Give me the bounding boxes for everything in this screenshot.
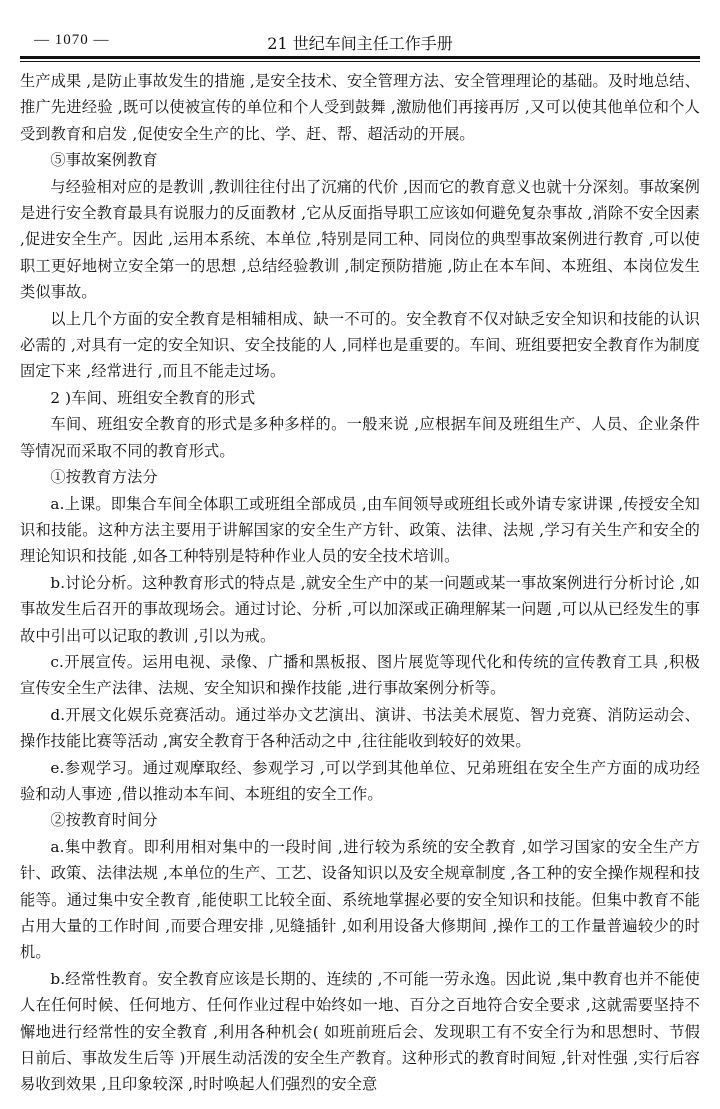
paragraph: d.开展文化娱乐竞赛活动。通过举办文艺演出、演讲、书法美术展览、智力竞赛、消防运动会、操作技能比赛等活动 ,寓安全教育于各种活动之中 ,往往能收到较好的效果。: [20, 705, 700, 751]
running-header: [20, 30, 700, 54]
paragraph: a.集中教育。即利用相对集中的一段时间 ,进行较为系统的安全教育 ,如学习国家的安全生产方针、政策、法律法规 ,本单位的生产、工艺、设备知识以及安全规章制度 ,各工种的安全操作规程和技能等。通过集中安全教育 ,能使职工比较全面、系统地掌握必要的安全知识和技能。但集中教育不能占用大量的工作时间 ,而要合理安排 ,见缝插针 ,如利用设备大修期间 ,操作工的工作量普遍较少的时机。: [20, 837, 700, 962]
paragraph: b.经常性教育。安全教育应该是长期的、连续的 ,不可能一劳永逸。因此说 ,集中教育也并不能使人在任何时候、任何地方、任何作业过程中始终如一地、百分之百地符合安全要求 ,这就需要坚持不懈地进行经常性的安全教育 ,利用各种机会( 如班前班后会、发现职工有不安全行为和思想时、节假日前后、事故发生后等 )开展生动活泼的安全生产教育。这种形式的教育时间短 ,针对性强 ,实行后容易收到效果 ,且印象较深 ,时时唤起人们强烈的安全意: [20, 969, 700, 1094]
body-text: [20, 68, 700, 1098]
paragraph: ②按教育时间分: [50, 811, 158, 830]
paragraph: b.讨论分析。这种教育形式的特点是 ,就安全生产中的某一问题或某一事故案例进行分析讨论 ,如事故发生后召开的事故现场会。通过讨论、分析 ,可以加深或正确理解某一问题 ,可以从已经发生的事故中引出可以记取的教训 ,引以为戒。: [20, 573, 700, 645]
paragraph: 生产成果 ,是防止事故发生的措施 ,是安全技术、安全管理方法、安全管理理论的基础。及时地总结、推广先进经验 ,既可以使被宣传的单位和个人受到鼓舞 ,激励他们再接再厉 ,又可以使其他单位和个人受到教育和启发 ,促使安全生产的比、学、赶、帮、超活动的开展。: [20, 72, 700, 143]
paragraph: ⑤事故案例教育: [50, 151, 158, 170]
paragraph: 2 )车间、班组安全教育的形式: [50, 388, 256, 407]
header-rule-thick: [20, 56, 700, 59]
paragraph: a.上课。即集合车间全体职工或班组全部成员 ,由车间领导或班组长或外请专家讲课 ,传授安全知识和技能。这种方法主要用于讲解国家的安全生产方针、政策、法律、法规 ,学习有关生产和安全的理论知识和技能 ,如各工种特别是特种作业人员的安全技术培训。: [20, 494, 700, 566]
paragraph: 与经验相对应的是教训 ,教训往往付出了沉痛的代价 ,因而它的教育意义也就十分深刻。事故案例是进行安全教育最具有说服力的反面教材 ,它从反面指导职工应该如何避免复杂事故 ,消除不安全因素 ,促进安全生产。因此 ,运用本系统、本单位 ,特别是同工种、同岗位的典型事故案例进行教育 ,可以使职工更好地树立安全第一的思想 ,总结经验教训 ,制定预防措施 ,防止在本车间、本班组、本岗位发生类似事故。: [20, 177, 700, 302]
paragraph: 以上几个方面的安全教育是相辅相成、缺一不可的。安全教育不仅对缺乏安全知识和技能的认识必需的 ,对具有一定的安全知识、安全技能的人 ,同样也是重要的。车间、班组要把安全教育作为制度固定下来 ,经常进行 ,而且不能走过场。: [20, 309, 700, 381]
paragraph: ①按教育方法分: [50, 468, 158, 487]
paragraph: c.开展宣传。运用电视、录像、广播和黑板报、图片展览等现代化和传统的宣传教育工具 ,积极宣传安全生产法律、法规、安全知识和操作技能 ,进行事故案例分析等。: [20, 652, 700, 698]
book-title: 21 世纪车间主任工作手册: [267, 34, 453, 53]
paragraph: 车间、班组安全教育的形式是多种多样的。一般来说 ,应根据车间及班组生产、人员、企业条件等情况而采取不同的教育形式。: [20, 415, 700, 460]
header-rule-thin: [20, 61, 700, 62]
page-number: — 1070 —: [34, 32, 110, 48]
paragraph: e.参观学习。通过观摩取经、参观学习 ,可以学到其他单位、兄弟班组在安全生产方面的成功经验和动人事迹 ,借以推动本车间、本班组的安全工作。: [20, 758, 700, 803]
